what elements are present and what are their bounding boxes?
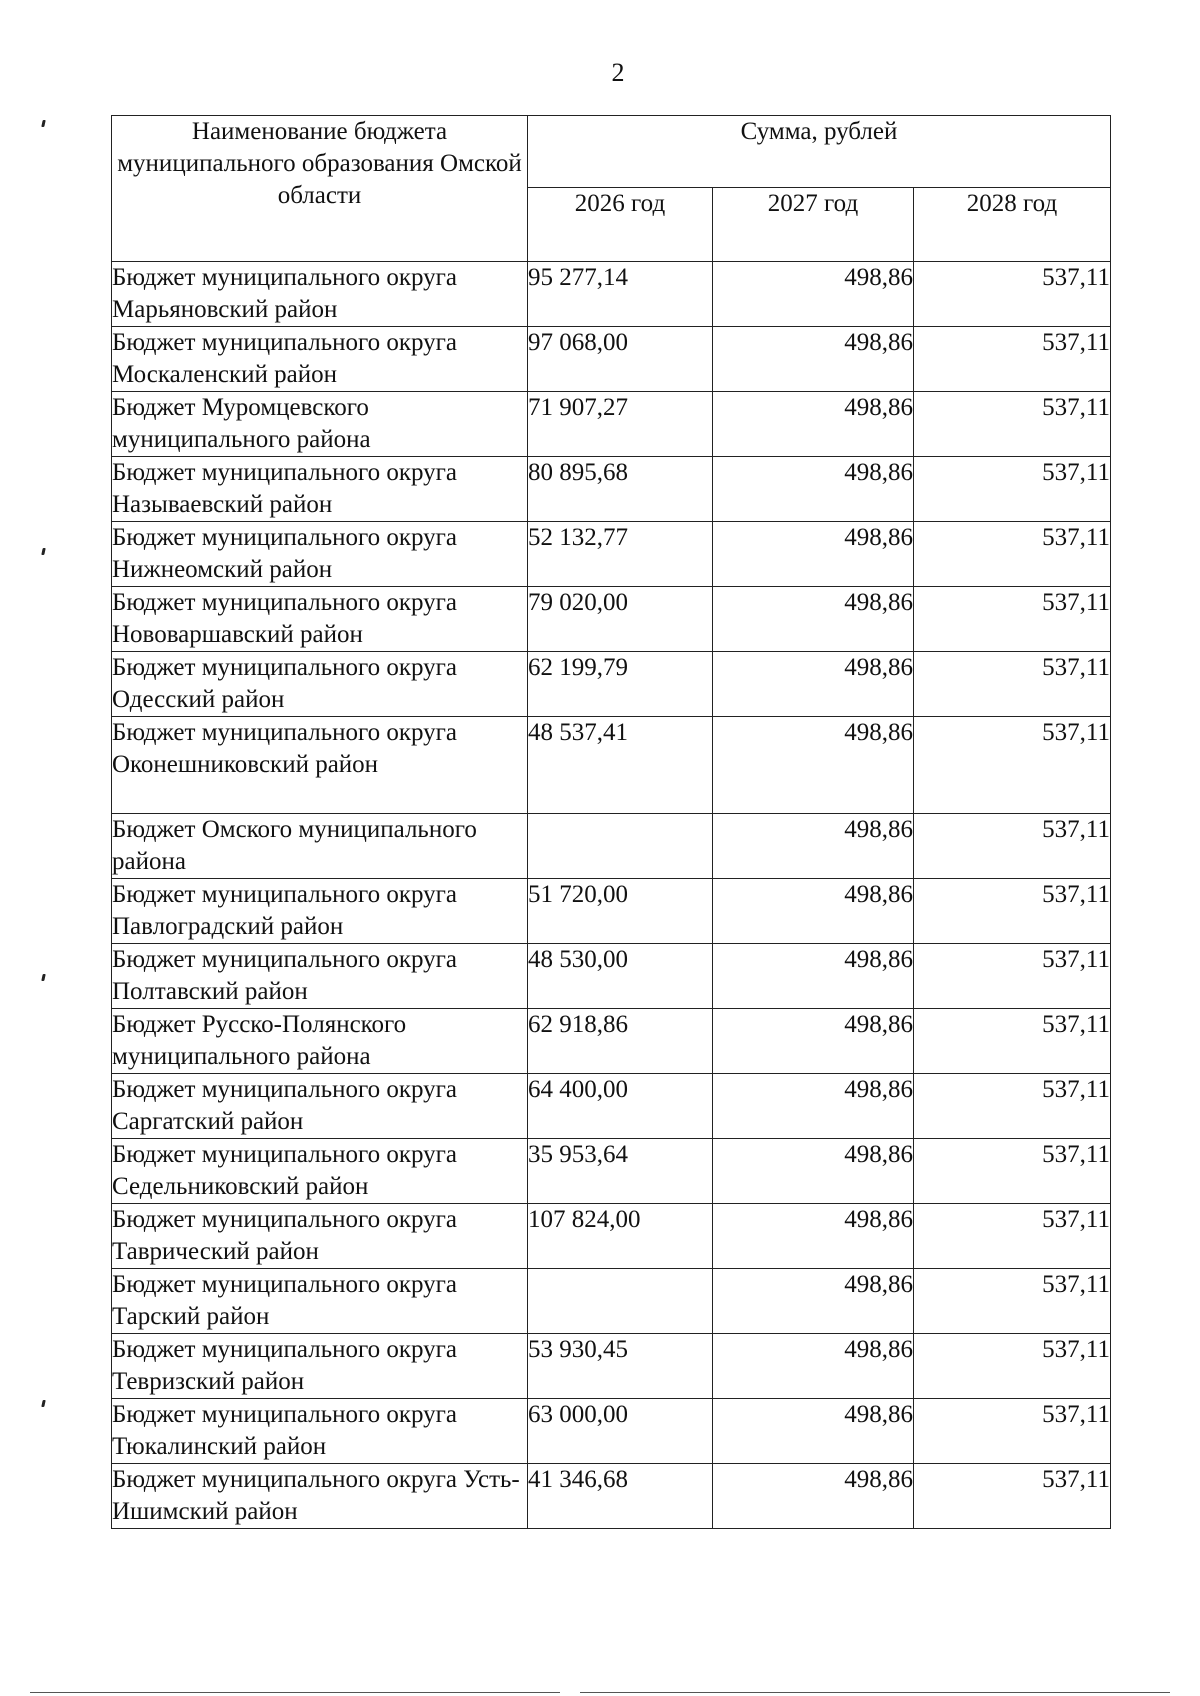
table-row: [112, 717, 1111, 814]
amount-2028-cell: 537,11: [914, 1334, 1111, 1399]
amount-2028-cell: 537,11: [914, 457, 1111, 522]
header-year-2026: 2026 год: [528, 188, 713, 262]
amount-2026-cell: 107 824,00: [528, 1204, 713, 1269]
amount-2027-cell: 498,86: [713, 1139, 914, 1204]
amount-2028-cell: 537,11: [914, 652, 1111, 717]
table-row: [112, 652, 1111, 717]
table-row: [112, 327, 1111, 392]
amount-2026-cell: 64 400,00: [528, 1074, 713, 1139]
budget-name-cell: Бюджет муниципального округа Оконешниковский район: [112, 717, 528, 814]
amount-2027-cell: 498,86: [713, 262, 914, 327]
budget-name-cell: Бюджет муниципального округа Тарский район: [112, 1269, 528, 1334]
budget-name-cell: Бюджет Русско-Полянского муниципального района: [112, 1009, 528, 1074]
amount-2027-cell: 498,86: [713, 1204, 914, 1269]
header-year-2028: 2028 год: [914, 188, 1111, 262]
scan-mark: [41, 974, 45, 981]
amount-2026-cell: 53 930,45: [528, 1334, 713, 1399]
amount-2027-cell: 498,86: [713, 327, 914, 392]
budget-name-cell: Бюджет муниципального округа Седельниковский район: [112, 1139, 528, 1204]
table-row: [112, 262, 1111, 327]
amount-2026-cell: 79 020,00: [528, 587, 713, 652]
budget-name-cell: Бюджет муниципального округа Одесский район: [112, 652, 528, 717]
scan-edge-line: [30, 1692, 560, 1693]
amount-2028-cell: 537,11: [914, 1269, 1111, 1334]
budget-name-cell: Бюджет муниципального округа Саргатский район: [112, 1074, 528, 1139]
amount-2027-cell: 498,86: [713, 879, 914, 944]
amount-2026-cell: 35 953,64: [528, 1139, 713, 1204]
amount-2028-cell: 537,11: [914, 879, 1111, 944]
amount-2027-cell: 498,86: [713, 587, 914, 652]
budget-name-cell: Бюджет муниципального округа Усть-Ишимский район: [112, 1464, 528, 1529]
budget-name-cell: Бюджет муниципального округа Нововаршавский район: [112, 587, 528, 652]
amount-2028-cell: 537,11: [914, 392, 1111, 457]
budget-name-cell: Бюджет муниципального округа Полтавский район: [112, 944, 528, 1009]
budget-name-cell: Бюджет муниципального округа Тевризский район: [112, 1334, 528, 1399]
amount-2028-cell: 537,11: [914, 262, 1111, 327]
table-row: [112, 1464, 1111, 1529]
amount-2026-cell: 62 918,86: [528, 1009, 713, 1074]
table-row: [112, 814, 1111, 879]
amount-2027-cell: 498,86: [713, 1399, 914, 1464]
budget-name-cell: Бюджет муниципального округа Нижнеомский район: [112, 522, 528, 587]
amount-2027-cell: 498,86: [713, 1074, 914, 1139]
amount-2028-cell: 537,11: [914, 1074, 1111, 1139]
amount-2026-cell: 62 199,79: [528, 652, 713, 717]
scan-edge-line: [580, 1692, 1170, 1693]
amount-2026-cell: 48 530,00: [528, 944, 713, 1009]
budget-name-cell: Бюджет муниципального округа Таврический район: [112, 1204, 528, 1269]
amount-2027-cell: 498,86: [713, 457, 914, 522]
budget-name-cell: Бюджет муниципального округа Москаленский район: [112, 327, 528, 392]
amount-2027-cell: 498,86: [713, 1009, 914, 1074]
amount-2028-cell: 537,11: [914, 522, 1111, 587]
table-row: [112, 1204, 1111, 1269]
table-row: [112, 1074, 1111, 1139]
amount-2027-cell: 498,86: [713, 392, 914, 457]
table-row: [112, 457, 1111, 522]
table-row: [112, 1009, 1111, 1074]
scan-mark: [41, 1400, 45, 1407]
amount-2026-cell: 71 907,27: [528, 392, 713, 457]
amount-2028-cell: 537,11: [914, 327, 1111, 392]
amount-2026-cell: 51 720,00: [528, 879, 713, 944]
amount-2026-cell: 41 346,68: [528, 1464, 713, 1529]
budget-name-cell: Бюджет Муромцевского муниципального района: [112, 392, 528, 457]
table-row: [112, 1334, 1111, 1399]
amount-2027-cell: 498,86: [713, 522, 914, 587]
header-budget-name: Наименование бюджета муниципального образования Омской области: [112, 116, 528, 262]
amount-2026-cell: 63 000,00: [528, 1399, 713, 1464]
header-sum: Сумма, рублей: [528, 116, 1111, 188]
table-row: [112, 392, 1111, 457]
amount-2028-cell: 537,11: [914, 814, 1111, 879]
amount-2028-cell: 537,11: [914, 1399, 1111, 1464]
amount-2028-cell: 537,11: [914, 1464, 1111, 1529]
table-row: [112, 879, 1111, 944]
amount-2026-cell: [528, 1269, 713, 1334]
amount-2026-cell: 97 068,00: [528, 327, 713, 392]
amount-2026-cell: 80 895,68: [528, 457, 713, 522]
amount-2028-cell: 537,11: [914, 1139, 1111, 1204]
budget-name-cell: Бюджет муниципального округа Называевский район: [112, 457, 528, 522]
amount-2027-cell: 498,86: [713, 1334, 914, 1399]
scan-mark: [41, 548, 45, 555]
amount-2026-cell: 95 277,14: [528, 262, 713, 327]
amount-2027-cell: 498,86: [713, 652, 914, 717]
amount-2028-cell: 537,11: [914, 587, 1111, 652]
amount-2027-cell: 498,86: [713, 944, 914, 1009]
table-row: [112, 1399, 1111, 1464]
amount-2028-cell: 537,11: [914, 1204, 1111, 1269]
budget-name-cell: Бюджет Омского муниципального района: [112, 814, 528, 879]
amount-2027-cell: 498,86: [713, 1269, 914, 1334]
table-row: [112, 1139, 1111, 1204]
table-row: [112, 587, 1111, 652]
amount-2026-cell: [528, 814, 713, 879]
amount-2027-cell: 498,86: [713, 1464, 914, 1529]
header-year-2027: 2027 год: [713, 188, 914, 262]
table-row: [112, 1269, 1111, 1334]
budget-name-cell: Бюджет муниципального округа Павлоградский район: [112, 879, 528, 944]
amount-2027-cell: 498,86: [713, 814, 914, 879]
table-row: [112, 522, 1111, 587]
page-number: 2: [611, 58, 625, 87]
amount-2027-cell: 498,86: [713, 717, 914, 814]
table-row: [112, 944, 1111, 1009]
amount-2026-cell: 48 537,41: [528, 717, 713, 814]
budget-name-cell: Бюджет муниципального округа Марьяновский район: [112, 262, 528, 327]
amount-2028-cell: 537,11: [914, 717, 1111, 814]
budget-table: [111, 115, 1111, 1529]
amount-2026-cell: 52 132,77: [528, 522, 713, 587]
amount-2028-cell: 537,11: [914, 1009, 1111, 1074]
scan-mark: [41, 120, 45, 127]
budget-name-cell: Бюджет муниципального округа Тюкалинский район: [112, 1399, 528, 1464]
amount-2028-cell: 537,11: [914, 944, 1111, 1009]
